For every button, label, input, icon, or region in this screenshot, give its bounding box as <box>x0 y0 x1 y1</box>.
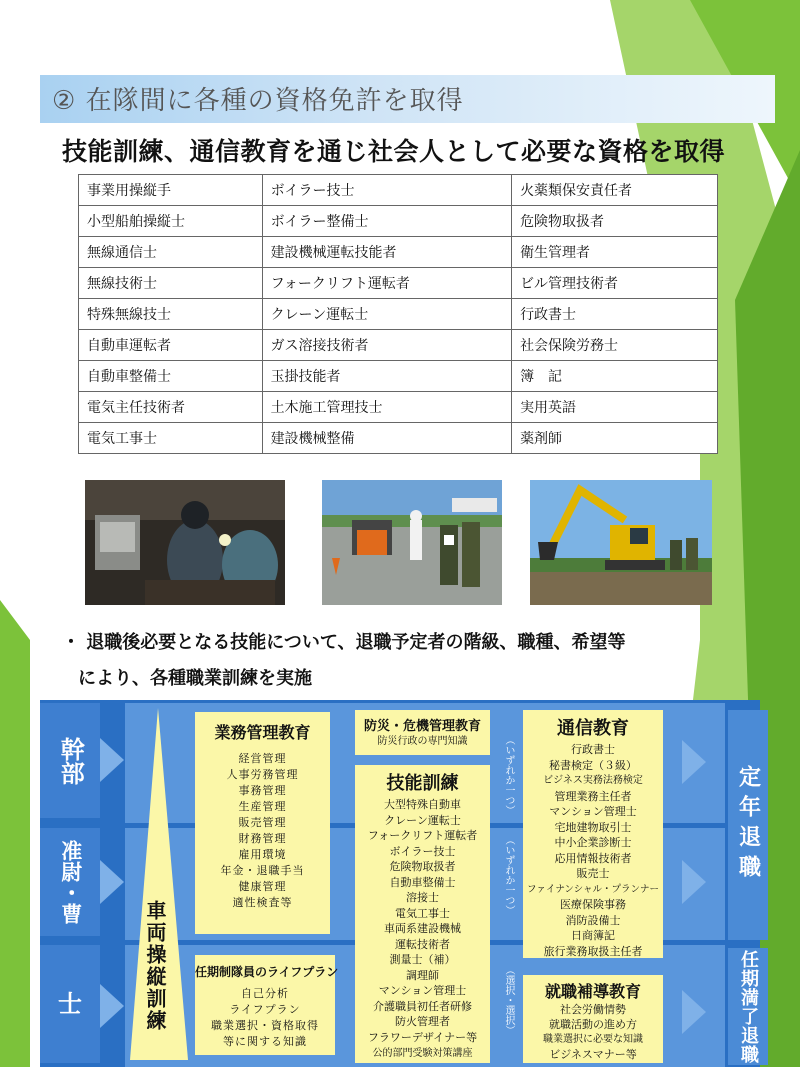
rank-kanbu: 幹部 <box>40 703 100 818</box>
table-cell: 建設機械整備 <box>262 423 512 454</box>
disaster-education-box <box>355 710 490 755</box>
list-item: 電気工事士 <box>395 906 450 920</box>
rank-junisou: 准尉・曹 <box>40 828 100 936</box>
list-item: 経営管理 <box>238 752 287 765</box>
list-item: 運転技術者 <box>395 937 450 951</box>
table-row <box>79 206 718 237</box>
list-item: 危険物取扱者 <box>389 860 456 873</box>
rank-shi: 士 <box>40 945 100 1063</box>
list-item: 等に関する知識 <box>223 1035 307 1048</box>
choice-label: （選択・選択） <box>503 965 514 1035</box>
list-item: 販売士 <box>576 867 610 880</box>
table-cell: 行政書士 <box>512 299 718 330</box>
list-item: 年金・退職手当 <box>220 864 305 877</box>
list-item: 行政書士 <box>571 743 615 756</box>
arrow-right-icon <box>682 740 706 784</box>
business-management-box <box>195 712 330 934</box>
skill-training-box <box>355 765 490 1045</box>
table-row <box>79 268 718 299</box>
table-cell: 建設機械運転技能者 <box>262 237 512 268</box>
list-item: 宅地建物取引士 <box>554 820 632 834</box>
list-item: 秘書検定（３級） <box>549 758 637 772</box>
table-cell: 簿 記 <box>512 361 718 392</box>
section-subheading: 技能訓練、通信教育を通じ社会人として必要な資格を取得 <box>62 137 726 166</box>
list-item: 職業選択・資格取得 <box>211 1019 319 1032</box>
list-item: 就職活動の進め方 <box>549 1018 637 1031</box>
table-cell: クレーン運転士 <box>262 299 512 330</box>
list-item: ライフプラン <box>229 1003 301 1016</box>
table-cell: 自動車整備士 <box>79 361 263 392</box>
table-cell: 危険物取扱者 <box>512 206 718 237</box>
arrow-right-icon <box>100 738 124 782</box>
list-item: ファイナンシャル・プランナー <box>527 883 659 895</box>
table-row <box>79 175 718 206</box>
correspondence-education-title: 通信教育 <box>557 718 629 739</box>
table-row <box>79 330 718 361</box>
table-cell: 火薬類保安責任者 <box>512 175 718 206</box>
list-item: 介護職員初任者研修 <box>373 999 472 1013</box>
list-item: ビジネスマナー等 <box>549 1048 637 1061</box>
list-item: ビジネス実務法務検定 <box>543 775 643 786</box>
correspondence-education-box <box>523 710 663 958</box>
list-item: フラワーデザイナー等 <box>367 1030 478 1044</box>
excavator-training-photo <box>530 480 712 605</box>
job-support-title: 就職補導教育 <box>544 982 641 1001</box>
list-item: 職業選択に必要な知識 <box>543 1034 643 1045</box>
disaster-education-sub: 防災行政の専門知識 <box>377 736 468 747</box>
list-item: 調理師 <box>406 968 439 982</box>
arrow-right-icon <box>682 990 706 1034</box>
table-cell: 衛生管理者 <box>512 237 718 268</box>
table-cell: フォークリフト運転者 <box>262 268 512 299</box>
list-item: クレーン運転士 <box>384 813 461 827</box>
list-item: 中小企業診断士 <box>554 836 632 849</box>
table-cell: 電気主任技術者 <box>79 392 263 423</box>
outcome-term-expiry: 任期満了退職 <box>728 948 768 1065</box>
list-item: 人事労務管理 <box>226 768 299 781</box>
table-cell: 無線技術士 <box>79 268 263 299</box>
table-cell: 事業用操縦手 <box>79 175 263 206</box>
table-cell: ボイラー整備士 <box>262 206 512 237</box>
lifeplan-title: 任期制隊員のライフプラン <box>195 965 339 979</box>
public-exam-label: 公的部門受験対策講座 <box>372 1048 473 1059</box>
table-cell: ガス溶接技術者 <box>262 330 512 361</box>
outcome-retirement-age: 定年退職 <box>728 710 768 940</box>
lifeplan-box <box>195 955 339 1055</box>
table-cell: ボイラー技士 <box>262 175 512 206</box>
table-cell: 土木施工管理技士 <box>262 392 512 423</box>
list-item: 溶接士 <box>406 891 439 904</box>
list-item: 自動車整備士 <box>389 875 456 889</box>
list-item: 車両系建設機械 <box>384 922 461 935</box>
table-cell: 無線通信士 <box>79 237 263 268</box>
bullet-line-1: ・ 退職後必要となる技能について、退職予定者の階級、職種、希望等 <box>62 632 626 653</box>
table-cell: 玉掛技能者 <box>262 361 512 392</box>
choice-label: （いずれか一つ） <box>503 835 514 915</box>
choice-label: （いずれか一つ） <box>503 735 514 815</box>
table-cell: 社会保険労務士 <box>512 330 718 361</box>
list-item: 大型特殊自動車 <box>384 798 461 811</box>
vehicle-training-label: 車両操縦訓練 <box>143 900 167 1032</box>
business-management-title: 業務管理教育 <box>214 723 311 742</box>
table-row <box>79 392 718 423</box>
list-item: フォークリフト運転者 <box>367 829 478 842</box>
table-cell: 特殊無線技士 <box>79 299 263 330</box>
list-item: 消防設備士 <box>565 913 621 927</box>
list-item: 事務管理 <box>238 784 287 797</box>
list-item: 健康管理 <box>238 880 287 893</box>
list-item: 防火管理者 <box>395 1015 450 1028</box>
list-item: 販売管理 <box>238 816 287 829</box>
table-cell: 自動車運転者 <box>79 330 263 361</box>
forklift-training-photo <box>322 480 502 605</box>
arrow-right-icon <box>682 860 706 904</box>
table-cell: ビル管理技術者 <box>512 268 718 299</box>
table-row <box>79 299 718 330</box>
disaster-education-title: 防災・危機管理教育 <box>363 719 481 734</box>
list-item: 社会労働情勢 <box>560 1003 626 1016</box>
list-item: 日商簿記 <box>571 929 615 942</box>
table-cell: 薬剤師 <box>512 423 718 454</box>
bullet-line-2: により、各種職業訓練を実施 <box>78 668 312 689</box>
list-item: マンション管理士 <box>378 984 467 997</box>
list-item: マンション管理士 <box>549 805 637 818</box>
list-item: 管理業務主任者 <box>554 789 632 803</box>
arrow-right-icon <box>100 984 124 1028</box>
table-cell: 実用英語 <box>512 392 718 423</box>
welding-training-photo <box>85 480 285 605</box>
list-item: 応用情報技術者 <box>554 851 632 865</box>
list-item: 自己分析 <box>241 987 289 1000</box>
table-cell: 小型船舶操縦士 <box>79 206 263 237</box>
list-item: ボイラー技士 <box>389 844 456 858</box>
table-row <box>79 237 718 268</box>
list-item: 雇用環境 <box>238 848 287 861</box>
list-item: 測量士（補） <box>389 953 456 966</box>
list-item: 医療保険事務 <box>560 898 626 911</box>
list-item: 適性検査等 <box>232 896 293 909</box>
list-item: 旅行業務取扱主任者 <box>543 944 643 958</box>
public-exam-box <box>355 1045 490 1063</box>
arrow-right-icon <box>100 860 124 904</box>
list-item: 生産管理 <box>238 800 287 813</box>
qualifications-table <box>78 174 718 454</box>
table-cell: 電気工事士 <box>79 423 263 454</box>
skill-training-title: 技能訓練 <box>386 773 459 794</box>
section-heading: ② 在隊間に各種の資格免許を取得 <box>52 86 464 116</box>
table-row <box>79 361 718 392</box>
job-support-box <box>523 975 663 1063</box>
table-row <box>79 423 718 454</box>
list-item: 財務管理 <box>238 832 287 845</box>
